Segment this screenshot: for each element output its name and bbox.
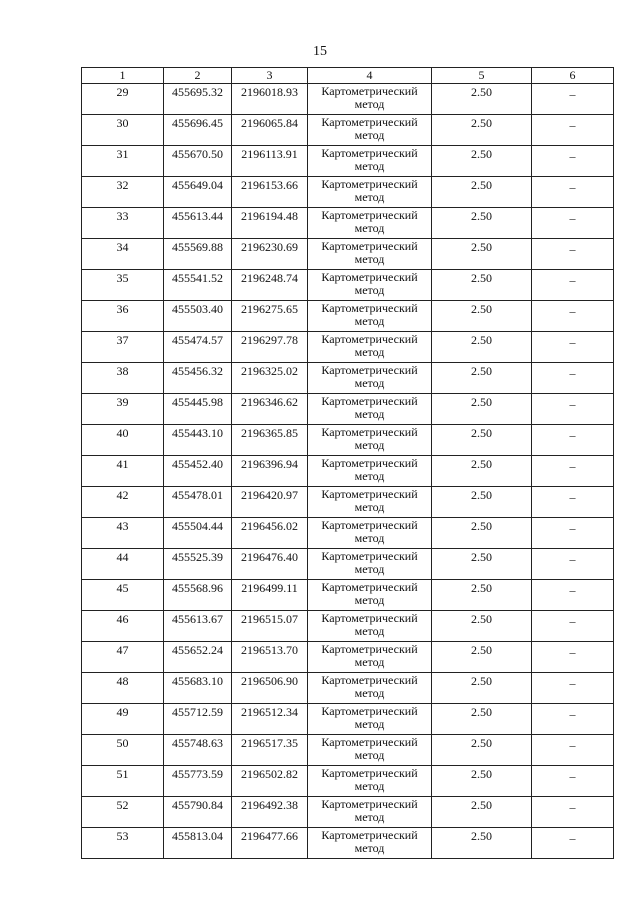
point-number-cell: 33 [82,208,164,239]
dash-mark: – [569,707,576,721]
dash-mark: – [569,242,576,256]
method-cell [308,363,432,394]
method-line-1: Картометрический [321,642,418,656]
method-cell [308,518,432,549]
table-row [82,425,614,456]
method-line-2: метод [354,376,385,390]
point-number-cell: 42 [82,487,164,518]
description-cell [532,518,614,549]
y-coordinate-cell: 2196499.11 [232,580,308,611]
description-cell [532,270,614,301]
accuracy-cell: 2.50 [432,735,532,766]
point-number-cell: 44 [82,549,164,580]
y-coordinate-cell: 2196506.90 [232,673,308,704]
table-row [82,735,614,766]
y-coordinate-cell: 2196476.40 [232,549,308,580]
y-coordinate-cell: 2196248.74 [232,270,308,301]
point-number-cell: 32 [82,177,164,208]
method-cell [308,239,432,270]
x-coordinate-cell: 455748.63 [164,735,232,766]
accuracy-cell: 2.50 [432,549,532,580]
method-line-2: метод [354,97,385,111]
description-cell [532,208,614,239]
y-coordinate-cell: 2196365.85 [232,425,308,456]
point-number-cell: 34 [82,239,164,270]
accuracy-cell: 2.50 [432,828,532,859]
method-cell [308,797,432,828]
table-row [82,642,614,673]
accuracy-cell: 2.50 [432,208,532,239]
point-number-cell: 38 [82,363,164,394]
x-coordinate-cell: 455452.40 [164,456,232,487]
dash-mark: – [569,831,576,845]
accuracy-cell: 2.50 [432,797,532,828]
method-line-2: метод [354,469,385,483]
y-coordinate-cell: 2196513.70 [232,642,308,673]
x-coordinate-cell: 455790.84 [164,797,232,828]
y-coordinate-cell: 2196275.65 [232,301,308,332]
method-line-1: Картометрический [321,301,418,315]
y-coordinate-cell: 2196194.48 [232,208,308,239]
method-cell [308,270,432,301]
y-coordinate-cell: 2196477.66 [232,828,308,859]
y-coordinate-cell: 2196492.38 [232,797,308,828]
dash-mark: – [569,676,576,690]
method-cell [308,456,432,487]
method-line-1: Картометрический [321,766,418,780]
column-header: 4 [308,68,432,84]
column-header: 3 [232,68,308,84]
dash-mark: – [569,800,576,814]
point-number-cell: 30 [82,115,164,146]
y-coordinate-cell: 2196065.84 [232,115,308,146]
method-cell [308,425,432,456]
y-coordinate-cell: 2196018.93 [232,84,308,115]
accuracy-cell: 2.50 [432,177,532,208]
description-cell [532,704,614,735]
table-row [82,146,614,177]
point-number-cell: 36 [82,301,164,332]
column-header: 2 [164,68,232,84]
description-cell [532,301,614,332]
x-coordinate-cell: 455541.52 [164,270,232,301]
dash-mark: – [569,149,576,163]
accuracy-cell: 2.50 [432,301,532,332]
description-cell [532,425,614,456]
column-header: 6 [532,68,614,84]
method-line-2: метод [354,345,385,359]
point-number-cell: 47 [82,642,164,673]
method-cell [308,208,432,239]
table-row [82,208,614,239]
point-number-cell: 29 [82,84,164,115]
dash-mark: – [569,459,576,473]
method-line-1: Картометрический [321,828,418,842]
method-cell [308,332,432,363]
y-coordinate-cell: 2196230.69 [232,239,308,270]
y-coordinate-cell: 2196515.07 [232,611,308,642]
table-row [82,84,614,115]
accuracy-cell: 2.50 [432,332,532,363]
method-line-2: метод [354,779,385,793]
x-coordinate-cell: 455696.45 [164,115,232,146]
description-cell [532,797,614,828]
description-cell [532,766,614,797]
dash-mark: – [569,366,576,380]
method-cell [308,828,432,859]
description-cell [532,146,614,177]
method-line-2: метод [354,531,385,545]
accuracy-cell: 2.50 [432,239,532,270]
accuracy-cell: 2.50 [432,425,532,456]
description-cell [532,239,614,270]
description-cell [532,673,614,704]
coordinates-table [81,67,614,859]
method-line-2: метод [354,438,385,452]
method-line-2: метод [354,407,385,421]
point-number-cell: 37 [82,332,164,363]
method-cell [308,673,432,704]
method-line-1: Картометрический [321,797,418,811]
description-cell [532,456,614,487]
dash-mark: – [569,428,576,442]
table-row [82,549,614,580]
x-coordinate-cell: 455456.32 [164,363,232,394]
table-row [82,456,614,487]
x-coordinate-cell: 455813.04 [164,828,232,859]
description-cell [532,580,614,611]
y-coordinate-cell: 2196502.82 [232,766,308,797]
dash-mark: – [569,645,576,659]
accuracy-cell: 2.50 [432,363,532,394]
method-line-2: метод [354,128,385,142]
method-line-1: Картометрический [321,456,418,470]
x-coordinate-cell: 455504.44 [164,518,232,549]
dash-mark: – [569,118,576,132]
x-coordinate-cell: 455478.01 [164,487,232,518]
method-cell [308,84,432,115]
table-row [82,270,614,301]
point-number-cell: 40 [82,425,164,456]
method-cell [308,394,432,425]
method-cell [308,611,432,642]
table-row [82,766,614,797]
dash-mark: – [569,521,576,535]
method-line-1: Картометрический [321,332,418,346]
accuracy-cell: 2.50 [432,394,532,425]
method-line-1: Картометрический [321,704,418,718]
table-row [82,611,614,642]
method-line-1: Картометрический [321,146,418,160]
method-cell [308,146,432,177]
dash-mark: – [569,490,576,504]
dash-mark: – [569,273,576,287]
method-line-2: метод [354,655,385,669]
x-coordinate-cell: 455503.40 [164,301,232,332]
dash-mark: – [569,180,576,194]
method-cell [308,115,432,146]
y-coordinate-cell: 2196396.94 [232,456,308,487]
description-cell [532,177,614,208]
page-number: 15 [313,44,327,59]
method-line-1: Картометрический [321,394,418,408]
x-coordinate-cell: 455670.50 [164,146,232,177]
table-row [82,301,614,332]
point-number-cell: 43 [82,518,164,549]
description-cell [532,332,614,363]
method-cell [308,735,432,766]
x-coordinate-cell: 455652.24 [164,642,232,673]
table-row [82,704,614,735]
point-number-cell: 31 [82,146,164,177]
y-coordinate-cell: 2196456.02 [232,518,308,549]
method-line-2: метод [354,221,385,235]
method-line-1: Картометрический [321,115,418,129]
dash-mark: – [569,769,576,783]
method-cell [308,177,432,208]
method-line-1: Картометрический [321,270,418,284]
point-number-cell: 39 [82,394,164,425]
x-coordinate-cell: 455525.39 [164,549,232,580]
description-cell [532,611,614,642]
accuracy-cell: 2.50 [432,456,532,487]
accuracy-cell: 2.50 [432,704,532,735]
x-coordinate-cell: 455445.98 [164,394,232,425]
dash-mark: – [569,397,576,411]
method-cell [308,549,432,580]
accuracy-cell: 2.50 [432,487,532,518]
table-row [82,797,614,828]
point-number-cell: 45 [82,580,164,611]
table-row [82,828,614,859]
accuracy-cell: 2.50 [432,115,532,146]
table-row [82,487,614,518]
y-coordinate-cell: 2196153.66 [232,177,308,208]
point-number-cell: 53 [82,828,164,859]
method-cell [308,766,432,797]
description-cell [532,642,614,673]
description-cell [532,363,614,394]
method-line-2: метод [354,562,385,576]
x-coordinate-cell: 455712.59 [164,704,232,735]
y-coordinate-cell: 2196420.97 [232,487,308,518]
method-line-1: Картометрический [321,208,418,222]
dash-mark: – [569,552,576,566]
method-line-2: метод [354,314,385,328]
method-line-2: метод [354,252,385,266]
method-line-2: метод [354,686,385,700]
method-line-2: метод [354,593,385,607]
point-number-cell: 52 [82,797,164,828]
description-cell [532,487,614,518]
x-coordinate-cell: 455569.88 [164,239,232,270]
column-header: 1 [82,68,164,84]
method-line-2: метод [354,190,385,204]
y-coordinate-cell: 2196113.91 [232,146,308,177]
method-line-1: Картометрический [321,518,418,532]
description-cell [532,549,614,580]
x-coordinate-cell: 455649.04 [164,177,232,208]
method-line-2: метод [354,841,385,855]
point-number-cell: 50 [82,735,164,766]
point-number-cell: 46 [82,611,164,642]
method-line-1: Картометрический [321,611,418,625]
method-line-2: метод [354,500,385,514]
x-coordinate-cell: 455443.10 [164,425,232,456]
description-cell [532,394,614,425]
x-coordinate-cell: 455773.59 [164,766,232,797]
dash-mark: – [569,614,576,628]
x-coordinate-cell: 455613.44 [164,208,232,239]
y-coordinate-cell: 2196512.34 [232,704,308,735]
table-row [82,363,614,394]
header-row [82,68,614,84]
x-coordinate-cell: 455613.67 [164,611,232,642]
method-cell [308,642,432,673]
accuracy-cell: 2.50 [432,518,532,549]
x-coordinate-cell: 455683.10 [164,673,232,704]
x-coordinate-cell: 455695.32 [164,84,232,115]
method-line-2: метод [354,810,385,824]
method-line-1: Картометрический [321,363,418,377]
description-cell [532,115,614,146]
table-row [82,239,614,270]
accuracy-cell: 2.50 [432,673,532,704]
accuracy-cell: 2.50 [432,642,532,673]
method-line-1: Картометрический [321,487,418,501]
table-row [82,177,614,208]
point-number-cell: 48 [82,673,164,704]
accuracy-cell: 2.50 [432,766,532,797]
y-coordinate-cell: 2196325.02 [232,363,308,394]
method-line-2: метод [354,624,385,638]
accuracy-cell: 2.50 [432,146,532,177]
dash-mark: – [569,738,576,752]
method-cell [308,580,432,611]
table-row [82,394,614,425]
x-coordinate-cell: 455474.57 [164,332,232,363]
y-coordinate-cell: 2196297.78 [232,332,308,363]
method-line-2: метод [354,717,385,731]
y-coordinate-cell: 2196517.35 [232,735,308,766]
table-row [82,673,614,704]
method-line-1: Картометрический [321,84,418,98]
description-cell [532,735,614,766]
method-line-1: Картометрический [321,549,418,563]
method-line-1: Картометрический [321,735,418,749]
dash-mark: – [569,583,576,597]
accuracy-cell: 2.50 [432,611,532,642]
method-cell [308,704,432,735]
method-line-2: метод [354,159,385,173]
point-number-cell: 51 [82,766,164,797]
accuracy-cell: 2.50 [432,580,532,611]
description-cell [532,84,614,115]
column-header: 5 [432,68,532,84]
table-row [82,115,614,146]
table-row [82,518,614,549]
dash-mark: – [569,335,576,349]
dash-mark: – [569,87,576,101]
accuracy-cell: 2.50 [432,84,532,115]
method-line-1: Картометрический [321,673,418,687]
method-cell [308,301,432,332]
x-coordinate-cell: 455568.96 [164,580,232,611]
description-cell [532,828,614,859]
table-row [82,332,614,363]
table-row [82,580,614,611]
method-line-1: Картометрический [321,239,418,253]
method-line-2: метод [354,283,385,297]
point-number-cell: 49 [82,704,164,735]
method-line-1: Картометрический [321,177,418,191]
method-line-1: Картометрический [321,580,418,594]
point-number-cell: 41 [82,456,164,487]
method-cell [308,487,432,518]
method-line-1: Картометрический [321,425,418,439]
point-number-cell: 35 [82,270,164,301]
method-line-2: метод [354,748,385,762]
dash-mark: – [569,304,576,318]
dash-mark: – [569,211,576,225]
accuracy-cell: 2.50 [432,270,532,301]
y-coordinate-cell: 2196346.62 [232,394,308,425]
